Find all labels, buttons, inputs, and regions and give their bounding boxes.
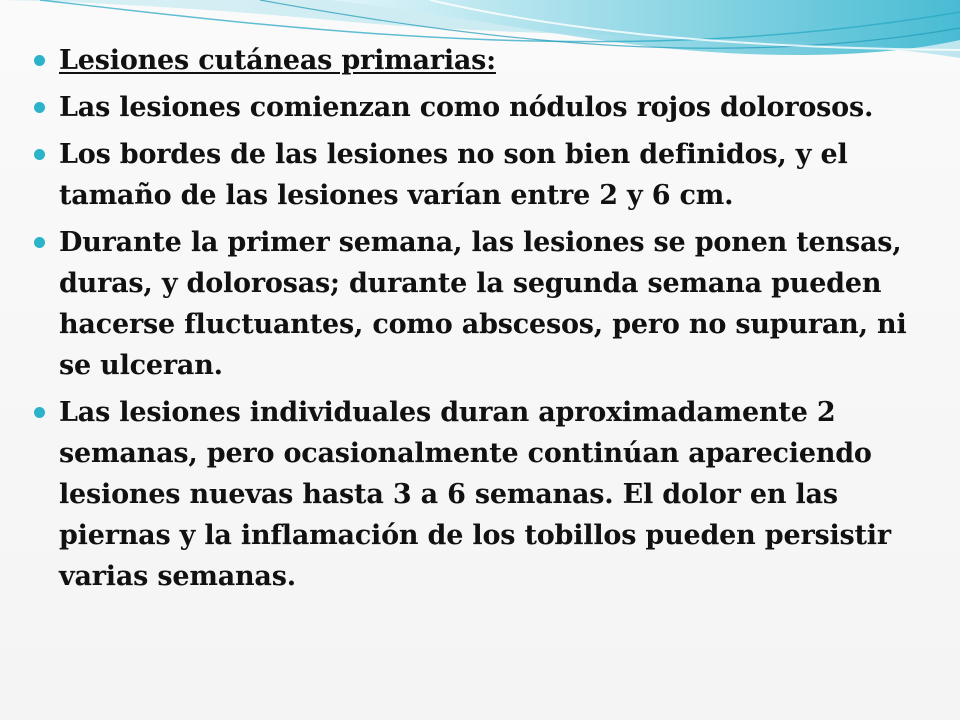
bullet-dot-icon <box>34 407 45 418</box>
bullet-item <box>34 87 934 128</box>
bullet-item <box>34 134 934 216</box>
bullet-item <box>34 222 934 386</box>
bullet-text: Durante la primer semana, las lesiones se ponen tensas, duras, y dolorosas; durante la segunda semana pueden hacerse fluctuantes, como abscesos, pero no supuran, ni se ulceran. <box>59 227 907 381</box>
slide-content <box>34 40 934 603</box>
bullet-dot-icon <box>34 102 45 113</box>
bullet-item <box>34 392 934 597</box>
bullet-text: Las lesiones individuales duran aproximadamente 2 semanas, pero ocasionalmente continúan apareciendo lesiones nuevas hasta 3 a 6 semanas. El dolor en las piernas y la inflamación de los tobillos pueden persistir varias semanas. <box>59 397 891 592</box>
bullet-text: Lesiones cutáneas primarias: <box>59 45 496 76</box>
bullet-dot-icon <box>34 149 45 160</box>
bullet-dot-icon <box>34 55 45 66</box>
bullet-dot-icon <box>34 237 45 248</box>
bullet-item-heading <box>34 40 934 81</box>
bullet-text: Los bordes de las lesiones no son bien definidos, y el tamaño de las lesiones varían entre 2 y 6 cm. <box>59 139 848 211</box>
bullet-text: Las lesiones comienzan como nódulos rojos dolorosos. <box>59 92 874 123</box>
bullet-list <box>34 40 934 597</box>
